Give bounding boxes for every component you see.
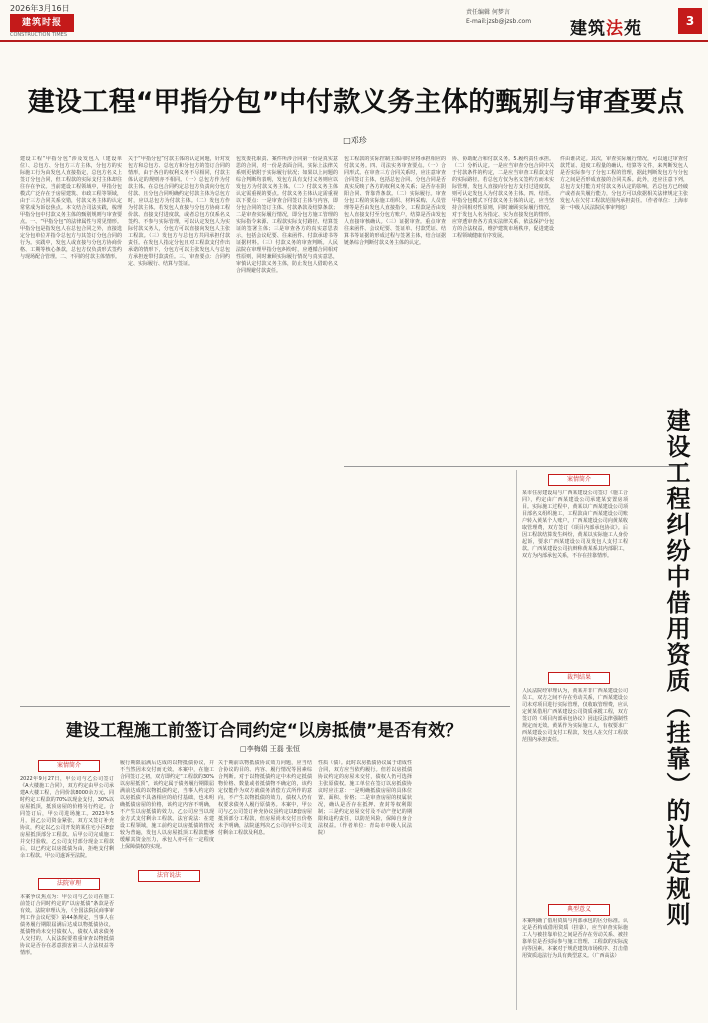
article2-title: 建设工程施工前签订合同约定“以房抵债”是否有效？ — [65, 721, 463, 741]
section-title — [570, 14, 642, 39]
newspaper-logo-en: CONSTRUCTION TIMES — [10, 32, 67, 38]
column-divider — [516, 470, 517, 1010]
sidebar-case-label: 案情简介 — [548, 474, 610, 486]
judge-commentary-label: 法官说法 — [138, 870, 200, 882]
sidebar-vertical-title: 建设工程纠纷中借用资质（挂靠）的认定规则 — [662, 408, 690, 928]
sidebar-significance-label: 典型意义 — [548, 904, 610, 916]
issue-date: 2026年3月16日 — [10, 4, 70, 13]
court-trial-label: 法院审理 — [38, 878, 100, 890]
sidebar-ruling-label: 裁判结果 — [548, 672, 610, 684]
article1-title: 建设工程“甲指分包”中付款义务主体的甄别与审查要点 — [27, 87, 685, 118]
editor-email: E-mail:jzsb@jzsb.com — [466, 18, 532, 25]
section-title-b: 法 — [606, 19, 624, 39]
page-header — [0, 0, 708, 42]
divider — [20, 706, 510, 707]
section-title-c: 苑 — [624, 19, 642, 39]
section-title-a: 建筑 — [570, 19, 606, 39]
article1-column-2: 关于“甲指分包”付款主体的认定问题，针对发包方和总包方、总包方和分包方的签订合同的情形，由于各自的权利义务不尽相同，付款主体认定的规则亦不相同。（一）总包方作为付款主体。在总包合同约定总包方负责向分包方付款、且分包合同明确约定付款主体为总包方时，应以总包方为付款主体。（二）发包方作为付款主体。若发包人直接与分包方协商工程价款、直接支付进度款，或者总包方仅系名义签约、不参与实际管理，可以认定发包人为实际付款义务人，分包方可以直接向发包人主张工程款。（三）发包方与总包方共同承担付款责任。在发包人指定分包且对工程款支付作出承诺的情形下，分包方可以主张发包人与总包方承担连带付款责任。三、审查要点：合同约定、实际履行、结算与签证。 — [128, 156, 230, 267]
sidebar-column-2: 人民法院经审理认为，黄某并非广西某建设公司员工，双方之间不存在劳动关系，广西某建设公司未对项目进行实际管理，仅收取管理费，应认定黄某借用广西某建设公司资质承揽工程，双方签订的《项目内部承包协议》因违反法律强制性规定而无效。黄某作为实际施工人，有权要求广西某建设公司支付工程款，发包人在欠付工程款范围内承担责任。 — [522, 688, 628, 743]
article1-column-6: 件由谁决定。其次，审查实际履行情况，可以通过审查付款凭证、进度工程量的确认、结算等文件，来判断发包人是否实际参与了分包工程的管理，据此判断发包方与分包方之间是否形成直接的合同关系。此外，还应注意下列，总包方支付能力对付款义务认定的影响，若总包方已经破产或者丧失履行能力，分包方可以依据相关法律规定主张发包人在欠付工程款范围内承担责任。（作者单位：上海市第一中级人民法院民事审判庭） — [560, 156, 688, 211]
sidebar-column-1: 某市住房建设局与广西某建设公司签订《施工合同》，约定由广西某建设公司承建某安置房项目。实际施工过程中，黄某以广西某建设公司项目部名义组织施工，工程款由广西某建设公司账户转入黄某个人账户。广西某建设公司向黄某收取管理费，双方签订《项目内部承包协议》。后因工程款结算发生纠纷，黄某以实际施工人身份起诉，要求广西某建设公司及发包人支付工程款。广西某建设公司抗辩称黄某系其内部职工，双方为内部承包关系，不存在挂靠情形。 — [522, 490, 628, 559]
editor-info — [466, 8, 531, 26]
newspaper-logo: 建筑时报 — [10, 14, 74, 32]
article2-column-3: 履行期限届满后达成的以物抵债协议，并不当然因未交付而无效。本案中，在施工合同签订之初，双方即约定“工程款的30%以房屋抵顶”，该约定属于债务履行期限届满前达成的以物抵债约定，当事人约定的以房抵债不具备相应的给付基础，也未明确抵债房屋的价格，该约定内容不明确，不产生以房抵债的效力。乙公司应当以现金方式支付剩余工程款。法官说法：在建设工程领域，施工前约定以房抵债的情况较为普遍，发包人以房屋抵顶工程款能够缓解其资金压力，承包人亦可在一定程度上保障债权的实现。 — [120, 760, 214, 850]
article1-column-1: 建设工程“甲指分包”涉及发包人（建设单位）、总包方、分包方三方主体，分包方的实际施工行为由发包人直接指定，总包方名义上签订分包合同，但工程款的实际支付主体却往往存在争议。当前建设工程领域中，甲指分包模式广泛存在于房屋建筑、市政工程等领域，由于三方合同关系交错，付款义务主体的认定常常成为诉讼焦点。本文结合司法实践，梳理甲指分包中付款义务主体的甄别规则与审查要点。一、“甲指分包”的法律属性与常见情形。甲指分包是指发包人在总包合同之外，直接选定分包单位并指令总包方与其签订分包合同的行为。实践中，发包人或直接与分包方协商价格、工期等核心条款，总包方仅负责形式签约与现场配合管理。二、不同的付款主体情形。 — [20, 156, 122, 260]
editor-name: 责任编辑 何梦言 — [466, 9, 510, 16]
article2-column-5: 性质（债）。此时以房抵债协议属于诺成性合同，双方应当依约履行。但若以房抵债协议约定的房屋未交付，债权人仍可选择主张原债权。施工单位在签订以房抵债协议时应注意：一是明确抵债房屋的具体位置、面积、价格；二是审查房屋的权属状况，确认是否存在抵押、查封等权利限制；三是约定房屋交付及不动产登记的期限和违约责任，以防范风险，保障自身合法权益。（作者单位：青岛市中级人民法院） — [318, 760, 412, 836]
article2-column-4: 关于期前以物抵债协议效力问题，应当结合协议的目的、内容、履行情况等因素综合判断。对于以物抵债约定中未约定抵债物价格、数量或者抵债物不确定的，该约定仅能作为双方就债务清偿方式所作的意向，不产生以物抵债的效力，债权人仍有权要求债务人履行原债务。本案中，甲公司与乙公司签订补充协议虽约定以8套房屋抵顶部分工程款，但房屋尚未交付且价格未予明确，法院遂判决乙公司向甲公司支付剩余工程款及利息。 — [218, 760, 312, 836]
sidebar-column-3: 本案明确了借用资质与内部承包的区分标准。认定是否构成借用资质（挂靠），应当审查实际施工人与被挂靠单位之间是否存在劳动关系、被挂靠单位是否实际参与施工管理、工程款的实际流向等因素。本案对于规范建筑市场秩序、打击借用资质违法行为具有典型意义。（广西高法） — [522, 918, 628, 959]
article2-authors: □李梅娟 王磊 张恒 — [239, 745, 301, 753]
article1-author: □邓珍 — [343, 136, 367, 145]
article1-column-5: 协、协助配合和付款义务。5.履约责任承担。（二）分析认定。一是应当审查分包合同中关于付款条件的约定，二是应当审查工程款支付的实际路径。若总包方仅为名义签约方而未实际管理，发包人直接向分包方支付过进度款，则可认定发包人为付款义务主体。四、结语。甲指分包模式下付款义务主体的认定，应当坚持合同相对性原则，同时兼顾实际履行情况，对于发包人名为指定、实为直接发包的情形，应穿透审查各方真实法律关系，依法保护分包方的合法权益，维护建筑市场秩序，促进建设工程领域健康有序发展。 — [452, 156, 554, 239]
article1-column-3: 包发委托职责、案件所涉合同第一份是真实意思的合同，对一份是表面合同。实际上法律关系则更依附于实际履行状况；如果以上问题的综合判断均表明，发包方具有支付义务则应以发包方为付款义务主体。（二）付款义务主体认定需重视的要点。付款义务主体认定需重视以下要点：一是审查合同签订主体与内容，即分包合同的签订主体、付款条款及结算条款；二是审查实际履行情况，即分包方施工管理的实际指令来源、工程款实际支付路径、结算签证的签署主体；三是审查各方的真实意思表示，包括会议纪要、往来函件、付款承诺书等证据材料。（三）付款义务的审查判断。人民法院在审理甲指分包纠纷时，应遵循合同相对性原则，同时兼顾实际履行情况与真实意思，审慎认定付款义务主体，防止发包人借助名义合同规避付款责任。 — [236, 156, 338, 274]
page-number: 3 — [678, 8, 702, 34]
article1-column-4: 包工程款的实际控制主体同时应将承担相应的付款义务。四、司法实务审查要点。（一）合同形式。在审查三方合同关系时，应注意审查合同签订主体，包括总包合同、分包合同是否真实反映了各方的权利义务关系；是否存在阴阳合同、背靠背条款。（二）实际履行。审查分包工程的实际施工组织、材料采购、人员管理等是否由发包人直接指令，工程款是否由发包人直接支付至分包方账户，结算是否由发包人直接审核确认。（三）证据审查。重点审查往来函件、会议纪要、签证单、付款凭证、结算书等证据的形成过程与签署主体，结合证据链条综合判断付款义务主体的认定。 — [344, 156, 446, 246]
case-intro-label: 案情简介 — [38, 760, 100, 772]
article2-column-1: 2022年9月27日，甲公司与乙公司签订《A大楼施工合同》，双方约定由甲公司承建A大楼工程，合同价款8000余万元，同时约定工程款的70%以现金支付，30%以房屋抵顶，抵顶房屋的价格另行约定。合同签订后，甲公司进场施工。2023年5月，因乙公司资金紧张，双方又签订补充协议，约定以乙公司开发的某住宅小区8套房屋抵顶部分工程款。后甲公司完成施工并交付验收，乙公司支付部分现金工程款后，以已约定以房抵债为由，拒绝支付剩余工程款。甲公司遂诉至法院。 — [20, 776, 114, 859]
article2-column-2: 本案争议焦点为：甲公司与乙公司在施工前签订合同时约定的“以房抵债”条款是否有效。法院审理认为，《全国法院民商事审判工作会议纪要》第44条规定，当事人在债务履行期限届满后达成以物抵债协议，抵债物尚未交付债权人，债权人请求债务人交付的，人民法院要着重审查以物抵债协议是否存在恶意损害第三人合法权益等情形。 — [20, 894, 114, 956]
